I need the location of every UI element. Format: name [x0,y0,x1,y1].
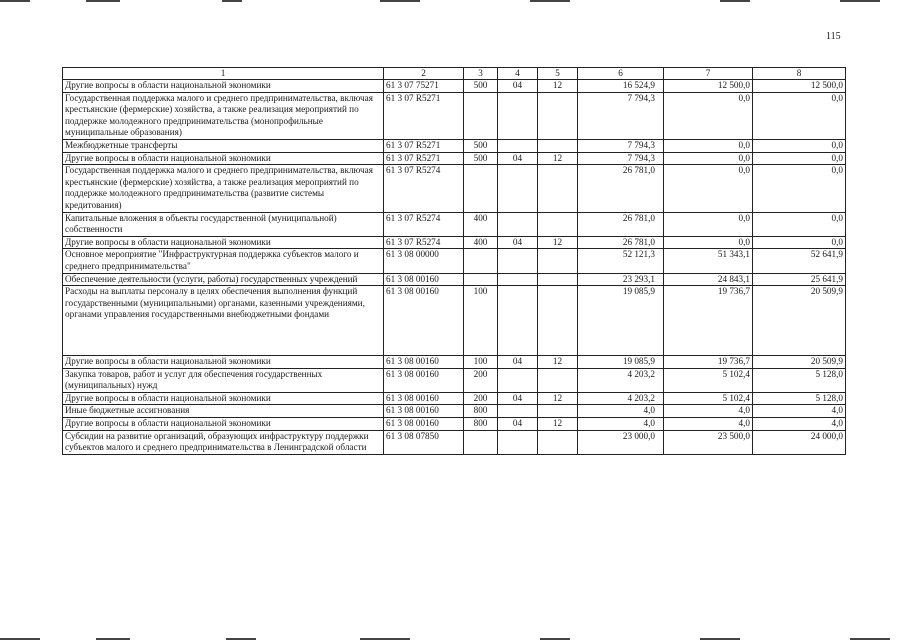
row-code: 61 3 07 R5274 [384,165,464,212]
row-value-8: 52 641,9 [753,249,846,273]
row-value-7: 24 843,1 [664,273,753,286]
row-subsection: 12 [538,236,578,249]
row-value-8: 5 128,0 [753,368,846,392]
row-code: 61 3 08 00160 [384,418,464,431]
row-subsection: 12 [538,356,578,369]
row-code: 61 3 07 75271 [384,80,464,93]
row-code: 61 3 07 R5271 [384,152,464,165]
row-value-6: 52 121,3 [578,249,664,273]
row-subsection: 12 [538,418,578,431]
row-expense-type: 400 [464,236,498,249]
row-expense-type: 800 [464,418,498,431]
row-value-8: 20 509,9 [753,286,846,356]
table-row [63,236,846,249]
row-value-6: 26 781,0 [578,165,664,212]
row-value-8: 0,0 [753,236,846,249]
row-section: 04 [498,152,538,165]
table-row [63,273,846,286]
table-row [63,405,846,418]
row-value-8: 25 641,9 [753,273,846,286]
table-row [63,165,846,212]
row-name: Государственная поддержка малого и среднего предпринимательства, включая крестьянские (фермерские) хозяйства, а также реализация мероприятий по поддержке молодежного предпринимательства (монопрофильные муниципальные образования) [63,92,384,139]
row-value-6: 16 524,9 [578,80,664,93]
row-subsection [538,212,578,236]
table-row [63,368,846,392]
row-value-7: 5 102,4 [664,392,753,405]
row-section: 04 [498,418,538,431]
row-name: Другие вопросы в области национальной экономики [63,152,384,165]
row-section [498,212,538,236]
row-subsection [538,165,578,212]
row-value-8: 20 509,9 [753,356,846,369]
row-subsection [538,405,578,418]
row-name: Межбюджетные трансферты [63,139,384,152]
row-expense-type: 400 [464,212,498,236]
table-row [63,249,846,273]
row-value-6: 7 794,3 [578,92,664,139]
row-name: Государственная поддержка малого и среднего предпринимательства, включая крестьянские (фермерские) хозяйства, а также реализация мероприятий по поддержке молодежного предпринимательства (развитие системы кредитования) [63,165,384,212]
row-section [498,368,538,392]
row-name: Другие вопросы в области национальной экономики [63,356,384,369]
row-code: 61 3 07 R5274 [384,212,464,236]
row-value-7: 19 736,7 [664,356,753,369]
row-value-7: 0,0 [664,92,753,139]
row-value-8: 0,0 [753,152,846,165]
row-expense-type [464,165,498,212]
row-code: 61 3 07 R5271 [384,139,464,152]
row-subsection: 12 [538,152,578,165]
row-value-8: 4,0 [753,405,846,418]
row-expense-type [464,430,498,454]
header-cell: 5 [538,68,578,80]
row-name: Другие вопросы в области национальной экономики [63,418,384,431]
row-name: Основное мероприятие "Инфраструктурная поддержка субъектов малого и среднего предпринимательства" [63,249,384,273]
table-row [63,152,846,165]
header-cell: 6 [578,68,664,80]
row-value-7: 19 736,7 [664,286,753,356]
row-expense-type: 200 [464,392,498,405]
row-section [498,92,538,139]
row-value-6: 23 293,1 [578,273,664,286]
table-row [63,418,846,431]
row-name: Закупка товаров, работ и услуг для обеспечения государственных (муниципальных) нужд [63,368,384,392]
row-value-6: 26 781,0 [578,212,664,236]
row-section [498,405,538,418]
row-value-6: 7 794,3 [578,139,664,152]
row-value-7: 12 500,0 [664,80,753,93]
row-expense-type: 500 [464,139,498,152]
row-value-6: 4,0 [578,418,664,431]
row-value-8: 0,0 [753,165,846,212]
budget-table [62,67,846,455]
row-code: 61 3 07 R5271 [384,92,464,139]
row-code: 61 3 08 00160 [384,286,464,356]
row-code: 61 3 07 R5274 [384,236,464,249]
row-code: 61 3 08 00160 [384,356,464,369]
row-code: 61 3 08 00160 [384,368,464,392]
row-value-6: 23 000,0 [578,430,664,454]
row-section [498,430,538,454]
row-subsection [538,139,578,152]
header-cell: 7 [664,68,753,80]
row-value-6: 26 781,0 [578,236,664,249]
row-code: 61 3 08 07850 [384,430,464,454]
header-row [63,68,846,80]
header-cell: 8 [753,68,846,80]
row-subsection [538,273,578,286]
table-row [63,286,846,356]
row-expense-type: 200 [464,368,498,392]
row-name: Капитальные вложения в объекты государственной (муниципальной) собственности [63,212,384,236]
row-name: Расходы на выплаты персоналу в целях обеспечения выполнения функций государственными (муниципальными) органами, казенными учреждениями, органами управления государственными внебюджетными фондами [63,286,384,356]
row-expense-type: 800 [464,405,498,418]
row-value-7: 4,0 [664,418,753,431]
row-subsection [538,430,578,454]
row-expense-type: 500 [464,80,498,93]
row-section: 04 [498,392,538,405]
table-row [63,139,846,152]
row-value-6: 4 203,2 [578,368,664,392]
row-value-7: 4,0 [664,405,753,418]
row-subsection [538,92,578,139]
row-code: 61 3 08 00000 [384,249,464,273]
row-subsection [538,368,578,392]
row-value-7: 0,0 [664,236,753,249]
row-section [498,165,538,212]
row-expense-type [464,249,498,273]
row-value-7: 23 500,0 [664,430,753,454]
row-expense-type: 500 [464,152,498,165]
row-subsection: 12 [538,80,578,93]
row-name: Другие вопросы в области национальной экономики [63,236,384,249]
row-value-8: 0,0 [753,92,846,139]
row-value-6: 4,0 [578,405,664,418]
row-section [498,286,538,356]
row-code: 61 3 08 00160 [384,405,464,418]
row-value-8: 0,0 [753,139,846,152]
row-value-6: 7 794,3 [578,152,664,165]
page-number: 115 [826,31,841,42]
row-value-6: 19 085,9 [578,356,664,369]
row-code: 61 3 08 00160 [384,392,464,405]
table-row [63,430,846,454]
row-section: 04 [498,356,538,369]
row-name: Иные бюджетные ассигнования [63,405,384,418]
table-row [63,392,846,405]
row-value-7: 0,0 [664,139,753,152]
row-expense-type [464,92,498,139]
header-cell: 3 [464,68,498,80]
row-code: 61 3 08 00160 [384,273,464,286]
row-name: Другие вопросы в области национальной экономики [63,80,384,93]
row-value-7: 5 102,4 [664,368,753,392]
row-section [498,249,538,273]
row-section [498,273,538,286]
row-section: 04 [498,236,538,249]
row-section: 04 [498,80,538,93]
table-row [63,92,846,139]
table-row [63,80,846,93]
row-value-7: 0,0 [664,212,753,236]
row-value-8: 24 000,0 [753,430,846,454]
row-expense-type: 100 [464,286,498,356]
row-expense-type: 100 [464,356,498,369]
row-value-6: 4 203,2 [578,392,664,405]
row-value-7: 0,0 [664,152,753,165]
table-row [63,356,846,369]
row-value-8: 0,0 [753,212,846,236]
row-value-8: 4,0 [753,418,846,431]
header-cell: 1 [63,68,384,80]
row-value-8: 12 500,0 [753,80,846,93]
row-value-7: 51 343,1 [664,249,753,273]
row-name: Обеспечение деятельности (услуги, работы) государственных учреждений [63,273,384,286]
row-value-7: 0,0 [664,165,753,212]
header-cell: 4 [498,68,538,80]
row-subsection [538,286,578,356]
row-value-6: 19 085,9 [578,286,664,356]
header-cell: 2 [384,68,464,80]
row-subsection: 12 [538,392,578,405]
row-expense-type [464,273,498,286]
row-section [498,139,538,152]
row-value-8: 5 128,0 [753,392,846,405]
row-name: Другие вопросы в области национальной экономики [63,392,384,405]
row-subsection [538,249,578,273]
row-name: Субсидии на развитие организаций, образующих инфраструктуру поддержки субъектов малого и среднего предпринимательства в Ленинградской области [63,430,384,454]
scan-edge-top [0,0,905,2]
table-row [63,212,846,236]
